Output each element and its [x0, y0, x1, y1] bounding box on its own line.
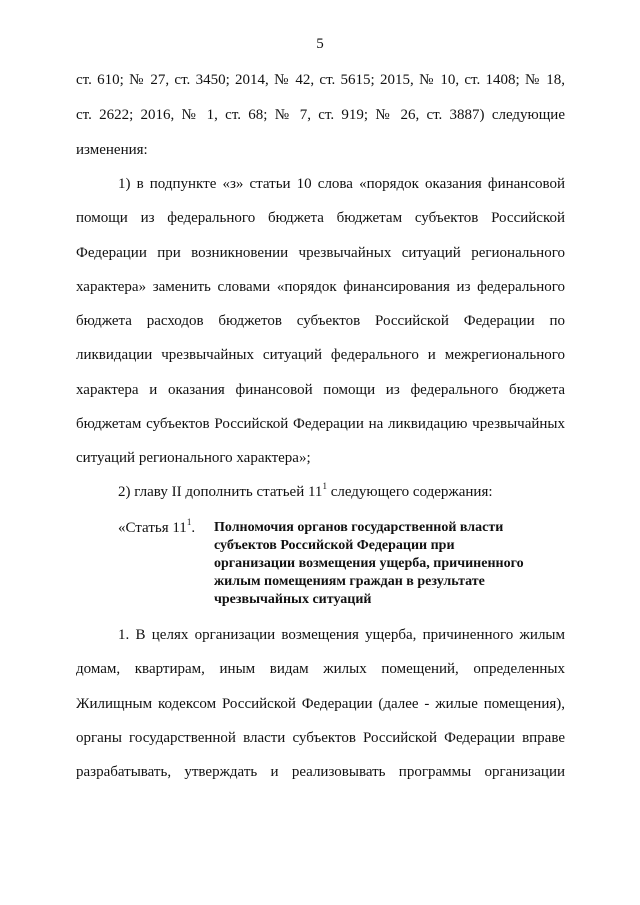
item1-line-5: бюджета расходов бюджетов субъектов Российской Федерации по — [76, 313, 565, 329]
item1-line-1: 1) в подпункте «з» статьи 10 слова «порядок оказания финансовой — [118, 176, 565, 192]
paragraph1-line-3: Жилищным кодексом Российской Федерации (далее - жилые помещения), — [76, 696, 565, 712]
item1-line-2: помощи из федерального бюджета бюджетам субъектов Российской — [76, 210, 565, 226]
paragraph1-line-4: органы государственной власти субъектов Российской Федерации вправе — [76, 730, 565, 746]
article-title-line-4: жилым помещениям граждан в результате — [214, 574, 485, 589]
item1-line-7: характера и оказания финансовой помощи из федерального бюджета — [76, 382, 565, 398]
article-label-dot: . — [191, 520, 196, 536]
article-label-superscript: 1 — [186, 517, 192, 527]
item1-line-6: ликвидации чрезвычайных ситуаций федерального и межрегионального — [76, 347, 565, 363]
item1-line-8: бюджетам субъектов Российской Федерации на ликвидацию чрезвычайных — [76, 416, 565, 432]
item2-line — [118, 483, 493, 501]
item1-line-4: характера» заменить словами «порядок финансирования из федерального — [76, 279, 565, 295]
intro-line-1: ст. 610; № 27, ст. 3450; 2014, № 42, ст. 5615; 2015, № 10, ст. 1408; № 18, — [76, 72, 565, 88]
item2-text-after: следующего содержания: — [326, 484, 493, 500]
article-label — [118, 519, 195, 537]
article-title-line-2: субъектов Российской Федерации при — [214, 538, 455, 553]
article-label-text: «Статья 11 — [118, 520, 187, 536]
item2-text-before: 2) главу II дополнить статьей 11 — [118, 484, 323, 500]
paragraph1-line-5: разрабатывать, утверждать и реализовывать программы организации — [76, 764, 565, 780]
article-title-line-3: организации возмещения ущерба, причиненного — [214, 556, 524, 571]
item2-superscript: 1 — [322, 481, 327, 491]
article-title-line-5: чрезвычайных ситуаций — [214, 592, 372, 607]
article-title — [214, 519, 554, 609]
intro-line-3: изменения: — [76, 142, 148, 158]
article-title-line-1: Полномочия органов государственной власти — [214, 520, 504, 535]
page-number: 5 — [316, 36, 324, 52]
paragraph1-line-1: 1. В целях организации возмещения ущерба, причиненного жилым — [118, 627, 565, 643]
paragraph1-line-2: домам, квартирам, иным видам жилых помещений, определенных — [76, 661, 565, 677]
item1-line-3: Федерации при возникновении чрезвычайных ситуаций регионального — [76, 245, 565, 261]
item1-line-9: ситуаций регионального характера»; — [76, 450, 311, 466]
intro-line-2: ст. 2622; 2016, № 1, ст. 68; № 7, ст. 919; № 26, ст. 3887) следующие — [76, 107, 565, 123]
